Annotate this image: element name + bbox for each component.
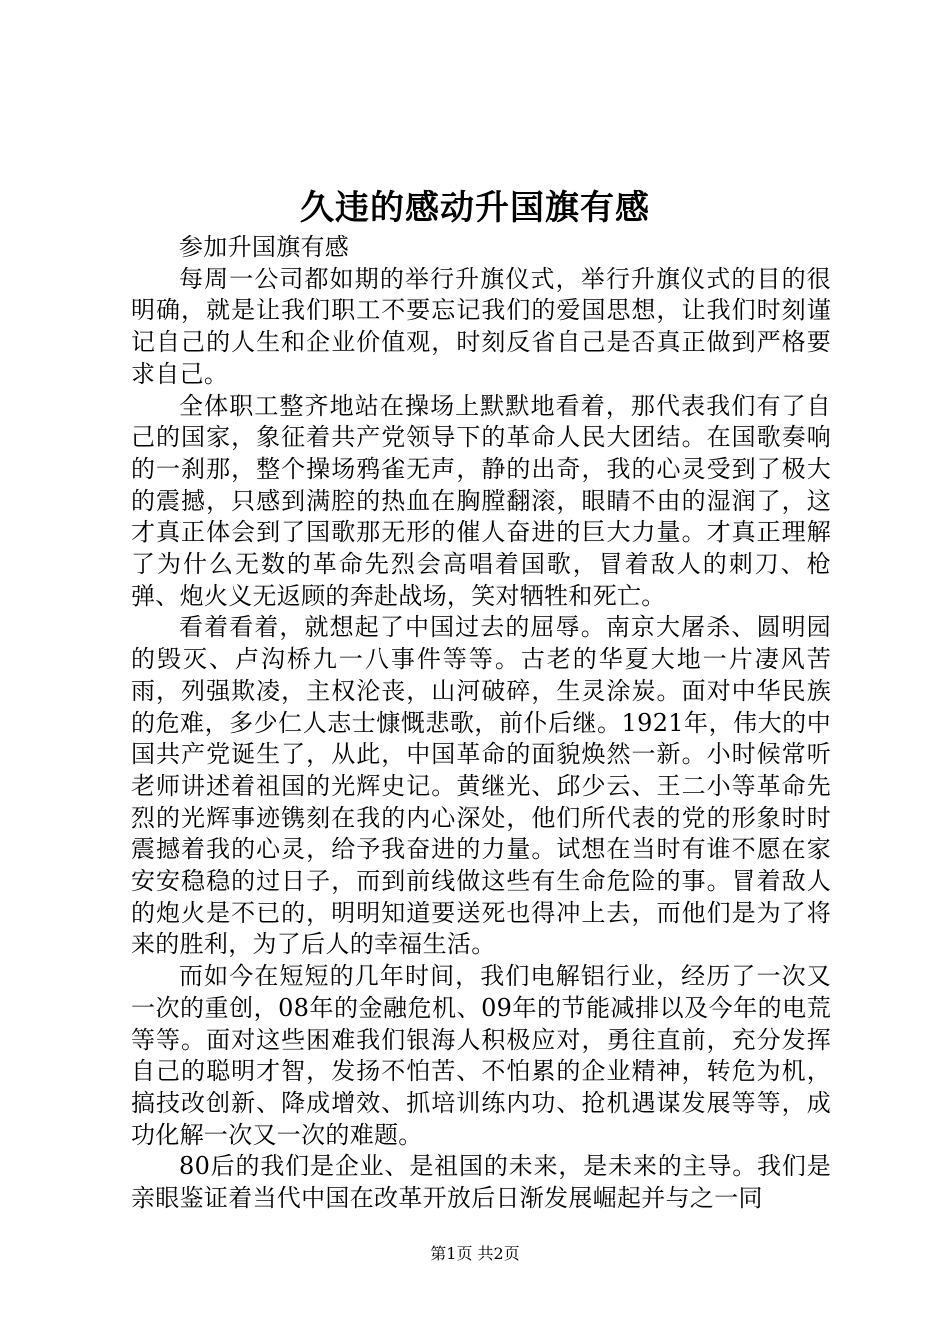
paragraph: 80后的我们是企业、是祖国的未来，是未来的主导。我们是亲眼鉴证着当代中国在改革开放后日渐发展崛起并与之一同	[131, 1152, 831, 1213]
paragraph: 而如今在短短的几年时间，我们电解铝行业，经历了一次又一次的重创，08年的金融危机、09年的节能减排以及今年的电荒等等。面对这些困难我们银海人积极应对，勇往直前，充分发挥自己的聪明才智，发扬不怕苦、不怕累的企业精神，转危为机，搞技改创新、降成增效、抓培训练内功、抢机遇谋发展等等，成功化解一次又一次的难题。	[131, 962, 831, 1149]
page-footer: 第1页 共2页	[430, 1244, 520, 1263]
document-body	[131, 232, 831, 1215]
paragraph: 看着看着，就想起了中国过去的屈辱。南京大屠杀、圆明园的毁灭、卢沟桥九一八事件等等。古老的华夏大地一片凄风苦雨，列强欺凌，主权沦丧，山河破碎，生灵涂炭。面对中华民族的危难，多少仁人志士慷慨悲歌，前仆后继。1921年，伟大的中国共产党诞生了，从此，中国革命的面貌焕然一新。小时候常听老师讲述着祖国的光辉史记。黄继光、邱少云、王二小等革命先烈的光辉事迹镌刻在我的内心深处，他们所代表的党的形象时时震撼着我的心灵，给予我奋进的力量。试想在当时有谁不愿在家安安稳稳的过日子，而到前线做这些有生命危险的事。冒着敌人的炮火是不已的，明明知道要送死也得冲上去，而他们是为了将来的胜利，为了后人的幸福生活。	[131, 613, 831, 959]
paragraph: 全体职工整齐地站在操场上默默地看着，那代表我们有了自己的国家，象征着共产党领导下的革命人民大团结。在国歌奏响的一刹那，整个操场鸦雀无声，静的出奇，我的心灵受到了极大的震撼，只感到满腔的热血在胸膛翻滚，眼睛不由的湿润了，这才真正体会到了国歌那无形的催人奋进的巨大力量。才真正理解了为什么无数的革命先烈会高唱着国歌，冒着敌人的刺刀、枪弹、炮火义无返顾的奔赴战场，笑对牺牲和死亡。	[131, 391, 831, 610]
document-title: 久违的感动升国旗有感	[300, 188, 650, 228]
paragraph-subtitle: 参加升国旗有感	[179, 233, 350, 261]
paragraph: 每周一公司都如期的举行升旗仪式，举行升旗仪式的目的很明确，就是让我们职工不要忘记我们的爱国思想，让我们时刻谨记自己的人生和企业价值观，时刻反省自己是否真正做到严格要求自己。	[131, 264, 831, 388]
